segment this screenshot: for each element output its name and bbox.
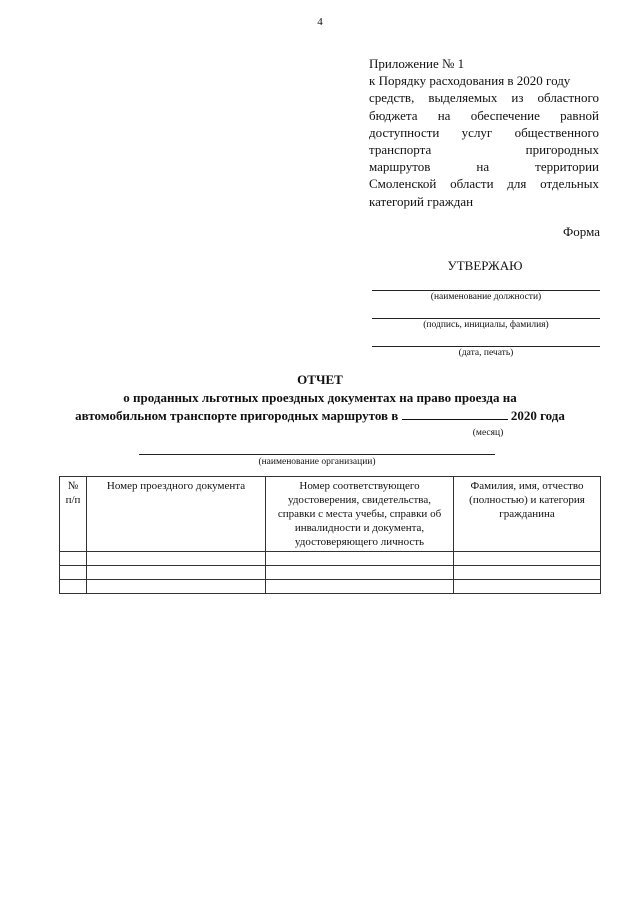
appendix-line: к Порядку расходования в 2020 году bbox=[369, 73, 571, 89]
report-subtitle-after: 2020 года bbox=[510, 408, 565, 423]
table-cell bbox=[266, 552, 454, 566]
table-cell bbox=[87, 566, 266, 580]
appendix-line: категорий граждан bbox=[369, 193, 474, 209]
date-caption: (дата, печать) bbox=[458, 348, 514, 358]
header-full-name: Фамилия, имя, отчество (полностью) и категория гражданина bbox=[454, 477, 601, 552]
header-document-number: Номер проездного документа bbox=[87, 477, 266, 552]
appendix-line: транспорта пригородных bbox=[369, 142, 599, 158]
report-subtitle-line2 bbox=[40, 407, 600, 425]
date-line bbox=[372, 346, 600, 347]
page-number: 4 bbox=[317, 16, 323, 28]
table-cell bbox=[454, 566, 601, 580]
appendix-line: Приложение № 1 bbox=[369, 56, 465, 71]
report-subtitle-before: автомобильном транспорте пригородных маршрутов в bbox=[75, 408, 399, 423]
appendix-line: доступности услуг общественного bbox=[369, 124, 599, 140]
table-cell bbox=[266, 580, 454, 594]
table-cell bbox=[87, 580, 266, 594]
position-line bbox=[372, 290, 600, 291]
position-caption: (наименование должности) bbox=[430, 292, 542, 302]
header-certificate: Номер соответствующего удостоверения, свидетельства, справки с места учебы, справки об инвалидности и документа, удостоверяющего личность bbox=[266, 477, 454, 552]
header-number: № п/п bbox=[60, 477, 87, 552]
table-row bbox=[60, 566, 601, 580]
month-blank bbox=[402, 407, 508, 420]
table-cell bbox=[60, 580, 87, 594]
organization-line bbox=[139, 454, 495, 455]
signature-caption: (подпись, инициалы, фамилия) bbox=[423, 320, 549, 330]
appendix-line: Смоленской области для отдельных bbox=[369, 176, 599, 192]
report-subtitle-line1: о проданных льготных проездных документах на право проезда на bbox=[123, 390, 517, 405]
report-title: ОТЧЕТ bbox=[297, 372, 343, 387]
appendix-line: бюджета на обеспечение равной bbox=[369, 107, 599, 123]
report-table bbox=[59, 476, 601, 594]
appendix-line: средств, выделяемых из областного bbox=[369, 90, 599, 106]
table-row bbox=[60, 580, 601, 594]
organization-caption: (наименование организации) bbox=[258, 457, 376, 467]
table-cell bbox=[454, 552, 601, 566]
form-label: Форма bbox=[563, 224, 600, 239]
appendix-block bbox=[369, 55, 599, 210]
table-cell bbox=[87, 552, 266, 566]
table-row bbox=[60, 552, 601, 566]
table-cell bbox=[60, 566, 87, 580]
table-cell bbox=[60, 552, 87, 566]
table-cell bbox=[454, 580, 601, 594]
appendix-line: маршрутов на территории bbox=[369, 159, 599, 175]
approve-title: УТВЕРЖАЮ bbox=[447, 258, 523, 273]
table-header-row bbox=[60, 477, 601, 552]
report-subtitle bbox=[40, 389, 600, 425]
signature-line bbox=[372, 318, 600, 319]
table-cell bbox=[266, 566, 454, 580]
month-caption: (месяц) bbox=[472, 428, 504, 438]
